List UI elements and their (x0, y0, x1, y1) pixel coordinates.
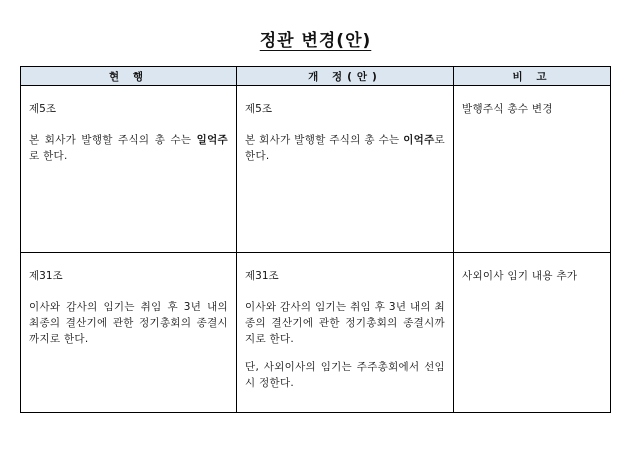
article-text (29, 132, 228, 164)
amendment-table (20, 66, 611, 413)
article-number: 제5조 (29, 103, 56, 115)
document-title (0, 26, 631, 51)
article-text-part: 본 회사가 발행할 주식의 총 수는 (245, 134, 404, 146)
revised-cell (237, 253, 454, 413)
article-text-part: 본 회사가 발행할 주식의 총 수는 (29, 134, 197, 146)
current-cell (21, 253, 237, 413)
article-text-part: 로 한다. (245, 134, 445, 162)
article-number: 제31조 (245, 270, 279, 282)
header-row (21, 67, 611, 86)
revised-cell (237, 86, 454, 253)
article-text: 이사와 감사의 임기는 취임 후 3년 내의 최종의 결산기에 관한 정기총회의 종결시까지로 한다. (245, 301, 445, 345)
table-row (21, 253, 611, 413)
article-addition-text: 단, 사외이사의 임기는 주주총회에서 선임시 정한다. (245, 361, 445, 389)
article-text (245, 132, 445, 164)
note-cell (454, 253, 611, 413)
note-text: 사외이사 임기 내용 추가 (462, 270, 578, 282)
emphasized-text: 일억주 (196, 134, 228, 146)
table-row (21, 86, 611, 253)
note-text: 발행주식 총수 변경 (462, 103, 553, 115)
article-text: 이사와 감사의 임기는 취임 후 3년 내의 최종의 결산기에 관한 정기총회의 종결시까지로 한다. (29, 301, 228, 345)
note-cell (454, 86, 611, 253)
header-revised: 개 정(안) (237, 67, 454, 86)
article-number: 제5조 (245, 103, 272, 115)
document-title-text: 정관 변경(안) (259, 31, 372, 51)
header-note: 비 고 (454, 67, 611, 86)
header-current: 현 행 (21, 67, 237, 86)
emphasized-text: 이억주 (403, 134, 435, 146)
article-number: 제31조 (29, 270, 63, 282)
current-cell (21, 86, 237, 253)
article-text-part: 로 한다. (29, 150, 68, 162)
